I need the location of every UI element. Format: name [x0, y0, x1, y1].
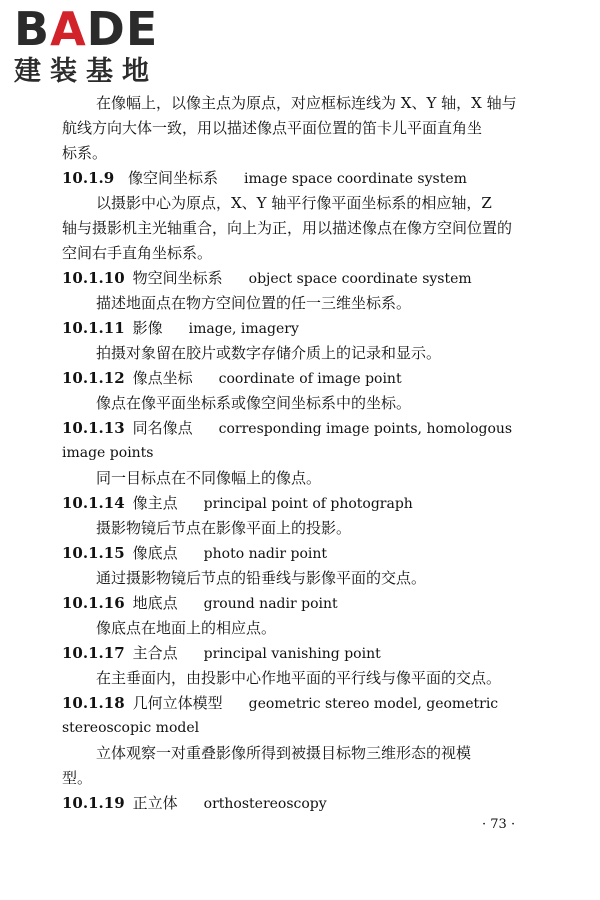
- term-number: 10.1.11: [62, 319, 125, 337]
- term-heading: [62, 642, 381, 665]
- term-definition: 轴与摄影机主光轴重合，向上为正，用以描述像点在像方空间位置的: [62, 219, 513, 237]
- page-number: · 73 ·: [482, 817, 516, 832]
- term-chinese: 物空间坐标系: [132, 269, 223, 287]
- term-english: orthostereoscopy: [203, 796, 327, 812]
- term-number: 10.1.12: [62, 369, 125, 387]
- term-definition: 在主垂面内，由投影中心作地平面的平行线与像平面的交点。: [96, 669, 502, 687]
- term-chinese: 主合点: [132, 644, 178, 662]
- term-chinese: 像底点: [132, 544, 178, 562]
- term-heading: [62, 267, 472, 290]
- term-english: image space coordinate system: [244, 171, 467, 187]
- term-chinese: 同名像点: [132, 419, 193, 437]
- term-english: object space coordinate system: [248, 271, 472, 287]
- logo-letter: B: [14, 2, 51, 56]
- term-definition: 空间右手直角坐标系。: [62, 244, 213, 262]
- term-number: 10.1.16: [62, 594, 125, 612]
- term-english-continued: image points: [62, 445, 154, 461]
- term-chinese: 像点坐标: [132, 369, 193, 387]
- text-line: 标系。: [62, 144, 108, 162]
- logo-letter-accent: A: [50, 2, 87, 56]
- term-number: 10.1.9: [62, 169, 115, 187]
- text-line: 在像幅上，以像主点为原点，对应框标连线为 X、Y 轴，X 轴与: [96, 94, 517, 112]
- term-english: image, imagery: [188, 321, 299, 337]
- text-line: 航线方向大体一致，用以描述像点平面位置的笛卡儿平面直角坐: [62, 119, 483, 137]
- term-definition: 摄影物镜后节点在影像平面上的投影。: [96, 519, 352, 537]
- term-number: 10.1.19: [62, 794, 125, 812]
- term-definition: 像点在像平面坐标系或像空间坐标系中的坐标。: [96, 394, 412, 412]
- logo-letter: D: [86, 2, 126, 56]
- term-definition: 型。: [62, 769, 93, 787]
- term-definition: 通过摄影物镜后节点的铅垂线与影像平面的交点。: [96, 569, 427, 587]
- logo-subtitle: 建装基地: [14, 56, 158, 87]
- term-number: 10.1.14: [62, 494, 125, 512]
- term-definition: 像底点在地面上的相应点。: [96, 619, 277, 637]
- term-heading: [62, 542, 327, 565]
- term-english: geometric stereo model, geometric: [248, 696, 499, 712]
- term-definition: 拍摄对象留在胶片或数字存储介质上的记录和显示。: [96, 344, 442, 362]
- term-heading: [62, 417, 512, 440]
- term-definition: 立体观察一对重叠影像所得到被摄目标物三维形态的视模: [96, 744, 472, 762]
- term-number: 10.1.17: [62, 644, 125, 662]
- term-heading: [62, 792, 327, 815]
- term-chinese: 像空间坐标系: [128, 169, 219, 187]
- term-heading: [62, 317, 299, 340]
- term-english-continued: stereoscopic model: [62, 720, 200, 736]
- term-chinese: 影像: [132, 319, 163, 337]
- term-english: principal vanishing point: [203, 646, 381, 662]
- logo-letter: E: [125, 2, 159, 56]
- term-heading: [62, 492, 413, 515]
- term-number: 10.1.13: [62, 419, 125, 437]
- term-english: photo nadir point: [203, 546, 328, 562]
- term-chinese: 地底点: [132, 594, 178, 612]
- term-chinese: 正立体: [132, 794, 178, 812]
- term-number: 10.1.15: [62, 544, 125, 562]
- term-heading: [62, 592, 338, 615]
- term-number: 10.1.10: [62, 269, 125, 287]
- term-chinese: 几何立体模型: [132, 694, 223, 712]
- term-definition: 以摄影中心为原点，X、Y 轴平行像平面坐标系的相应轴，Z: [96, 194, 492, 212]
- term-definition: 描述地面点在物方空间位置的任一三维坐标系。: [96, 294, 412, 312]
- term-english: ground nadir point: [203, 596, 338, 612]
- term-english: principal point of photograph: [203, 496, 413, 512]
- term-number: 10.1.18: [62, 694, 125, 712]
- term-heading: [62, 367, 402, 390]
- term-heading: [62, 692, 498, 715]
- term-chinese: 像主点: [132, 494, 178, 512]
- term-definition: 同一目标点在不同像幅上的像点。: [96, 469, 322, 487]
- term-english: coordinate of image point: [218, 371, 402, 387]
- term-english: corresponding image points, homologous: [218, 421, 513, 437]
- term-heading: [62, 167, 467, 190]
